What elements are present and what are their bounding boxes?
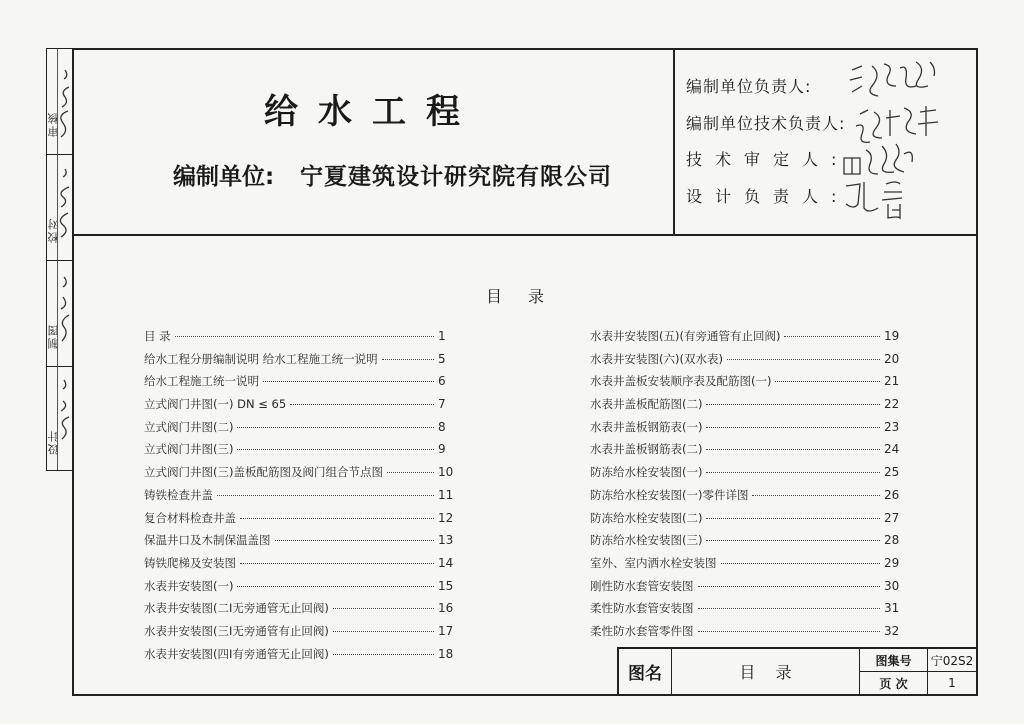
- toc-item: [590, 396, 900, 419]
- title-block: [617, 647, 978, 696]
- signature-mark: [850, 62, 935, 96]
- strip-label: 制图: [47, 323, 60, 349]
- toc-item: [144, 441, 454, 464]
- strip-cell-design: [47, 367, 72, 470]
- toc-item-label: 铸铁爬梯及安装图: [144, 555, 236, 570]
- toc-dot-leader: [706, 449, 880, 450]
- toc-item-label: 防冻给水栓安装图(一): [590, 465, 703, 480]
- signature-mark: [856, 106, 938, 142]
- toc-item: [144, 555, 454, 578]
- signature-mark: [58, 367, 72, 468]
- toc-dot-leader: [333, 608, 434, 609]
- org-label: 编制单位:: [173, 164, 275, 190]
- toc-dot-leader: [706, 518, 880, 519]
- strip-cell-check: [47, 155, 72, 261]
- toc-item-page: 9: [438, 442, 446, 457]
- toc-dot-leader: [333, 654, 434, 655]
- strip-label: 审核: [47, 111, 60, 137]
- toc-item-label: 刚性防水套管安装图: [590, 578, 694, 593]
- toc-dot-leader: [240, 518, 434, 519]
- page-title: 给水工程: [264, 92, 480, 132]
- toc-item: [590, 464, 900, 487]
- toc-item-page: 16: [438, 601, 454, 616]
- toc-dot-leader: [784, 336, 880, 337]
- toc-item-page: 25: [884, 465, 900, 480]
- toc-item-label: 水表井安装图(四I有旁通管无止回阀): [144, 646, 329, 661]
- toc-item-label: 水表井安装图(三I无旁通管有止回阀): [144, 623, 329, 638]
- toc-item-label: 目 录: [144, 329, 171, 343]
- toc-item: [144, 373, 454, 396]
- page-label: 页 次: [859, 671, 927, 694]
- toc-item-label: 水表井盖板安装顺序表及配筋图(一): [590, 374, 772, 389]
- toc-item-page: 5: [438, 351, 446, 366]
- toc-dot-leader: [706, 472, 880, 473]
- toc-dot-leader: [721, 563, 881, 564]
- toc-item: [590, 532, 900, 555]
- toc-item-page: 7: [438, 397, 446, 412]
- toc-dot-leader: [217, 495, 434, 496]
- toc-item: [590, 623, 900, 646]
- strip-label: 设计: [47, 429, 60, 455]
- toc-item-page: 23: [884, 419, 900, 434]
- atlas-no: 宁02S2: [927, 649, 976, 671]
- toc-item-page: 15: [438, 578, 454, 593]
- toc-item: [590, 328, 900, 351]
- toc-item: [144, 464, 454, 487]
- strip-signature-area: [57, 367, 72, 470]
- strip-signature-area: [57, 155, 72, 260]
- toc-item-label: 防冻给水栓安装图(二): [590, 510, 703, 525]
- toc-item-label: 铸铁检查井盖: [144, 487, 213, 502]
- toc-item: [590, 419, 900, 442]
- toc-item-page: 20: [884, 351, 900, 366]
- signature-group: [838, 52, 978, 232]
- toc-item-label: 柔性防水套管安装图: [590, 601, 694, 616]
- toc-item-page: 8: [438, 419, 446, 434]
- toc-item: [144, 328, 454, 351]
- toc-item-label: 水表井盖板钢筋表(一): [590, 419, 703, 434]
- header-divider: [72, 234, 978, 236]
- toc-item-page: 22: [884, 397, 900, 412]
- strip-signature-area: [57, 49, 72, 154]
- toc-dot-leader: [237, 449, 434, 450]
- resp-label: 技术审定人:: [686, 150, 850, 169]
- resp-label: 编制单位技术负责人:: [686, 114, 846, 133]
- toc-dot-leader: [706, 427, 880, 428]
- toc-item-page: 13: [438, 533, 454, 548]
- toc-item: [590, 578, 900, 601]
- toc-item-page: 27: [884, 510, 900, 525]
- toc-item-label: 柔性防水套管零件图: [590, 623, 694, 638]
- toc-item-page: 12: [438, 510, 454, 525]
- toc-item-label: 防冻给水栓安装图(一)零件详图: [590, 487, 749, 502]
- header-vertical-divider: [673, 48, 675, 235]
- toc-item-page: 32: [884, 623, 900, 638]
- toc-item: [590, 373, 900, 396]
- toc-item-label: 水表井盖板配筋图(二): [590, 397, 703, 412]
- toc-item-page: 29: [884, 555, 900, 570]
- signature-mark: [844, 144, 912, 174]
- strip-label: 校对: [47, 217, 60, 243]
- resp-label: 编制单位负责人:: [686, 77, 812, 96]
- resp-row: [686, 184, 849, 207]
- toc-item-label: 水表井安装图(一): [144, 578, 234, 593]
- resp-row: [686, 74, 811, 97]
- toc-dot-leader: [240, 563, 434, 564]
- toc-dot-leader: [237, 427, 434, 428]
- drawing-name-label: 图名: [628, 664, 662, 684]
- page-number: 1: [927, 671, 976, 694]
- toc-item-page: 30: [884, 578, 900, 593]
- toc-title: 目录: [486, 287, 571, 306]
- toc-item-label: 水表井安装图(六)(双水表): [590, 351, 723, 366]
- toc-item: [590, 351, 900, 374]
- toc-item: [144, 532, 454, 555]
- toc-item-label: 水表井安装图(五)(有旁通管有止回阀): [590, 329, 781, 343]
- toc-item-label: 室外、室内洒水栓安装图: [590, 555, 717, 570]
- toc-dot-leader: [382, 359, 434, 360]
- toc-item-label: 立式阀门井图(三): [144, 442, 234, 457]
- strip-signature-area: [57, 261, 72, 366]
- strip-cell-draft: [47, 261, 72, 367]
- toc-dot-leader: [727, 359, 880, 360]
- resp-row: [686, 111, 845, 134]
- toc-item-label: 保温井口及木制保温盖图: [144, 533, 271, 548]
- toc-item-page: 24: [884, 442, 900, 457]
- toc-item-label: 立式阀门井图(三)盖板配筋图及阀门组合节点图: [144, 465, 383, 480]
- toc-dot-leader: [698, 631, 881, 632]
- toc-item: [144, 419, 454, 442]
- toc-dot-leader: [706, 404, 880, 405]
- toc-dot-leader: [706, 540, 880, 541]
- toc-item-label: 水表井盖板钢筋表(二): [590, 442, 703, 457]
- toc-item-page: 31: [884, 601, 900, 616]
- toc-dot-leader: [775, 381, 880, 382]
- toc-item: [590, 441, 900, 464]
- toc-item: [144, 510, 454, 533]
- toc-item: [144, 646, 454, 669]
- toc-dot-leader: [263, 381, 434, 382]
- toc-item-label: 给水工程施工统一说明: [144, 374, 259, 389]
- toc-item-page: 28: [884, 533, 900, 548]
- signature-mark: [846, 182, 902, 218]
- toc-item-page: 1: [438, 329, 446, 343]
- toc-item-page: 6: [438, 374, 446, 389]
- toc-dot-leader: [752, 495, 880, 496]
- toc-item-page: 26: [884, 487, 900, 502]
- signature-mark: [58, 261, 72, 365]
- toc-item: [144, 600, 454, 623]
- toc-dot-leader: [290, 404, 434, 405]
- toc-item-page: 19: [884, 329, 900, 343]
- resp-label: 设计负责人:: [686, 187, 850, 206]
- toc-item: [590, 487, 900, 510]
- toc-left-column: [144, 328, 454, 668]
- drawing-name: 目 录: [671, 649, 859, 694]
- side-signature-strip: [46, 48, 73, 471]
- toc-item: [590, 510, 900, 533]
- toc-item: [144, 487, 454, 510]
- signature-mark: [58, 49, 72, 153]
- toc-dot-leader: [275, 540, 435, 541]
- atlas-no-label: 图集号: [859, 649, 927, 671]
- toc-item: [144, 351, 454, 374]
- signature-mark: [58, 155, 72, 259]
- toc-item-page: 10: [438, 465, 454, 480]
- toc-item-label: 水表井安装图(二I无旁通管无止回阀): [144, 601, 329, 616]
- toc-item: [590, 600, 900, 623]
- toc-item-page: 14: [438, 555, 454, 570]
- toc-item-page: 11: [438, 487, 454, 502]
- org-name: 宁夏建筑设计研究院有限公司: [300, 164, 612, 190]
- toc-item-label: 给水工程分册编制说明 给水工程施工统一说明: [144, 351, 378, 366]
- toc-item: [590, 555, 900, 578]
- toc-item-page: 17: [438, 623, 454, 638]
- toc-item: [144, 396, 454, 419]
- toc-item-page: 18: [438, 646, 454, 661]
- resp-row: [686, 147, 849, 170]
- toc-dot-leader: [698, 586, 881, 587]
- toc-dot-leader: [175, 336, 434, 337]
- toc-dot-leader: [698, 608, 881, 609]
- strip-cell-review: [47, 49, 72, 155]
- toc-item-page: 21: [884, 374, 900, 389]
- toc-dot-leader: [333, 631, 434, 632]
- toc-dot-leader: [387, 472, 434, 473]
- toc-item-label: 立式阀门井图(一) DN ≤ 65: [144, 397, 287, 412]
- toc-right-column: [590, 328, 900, 646]
- toc-item: [144, 578, 454, 601]
- toc-item: [144, 623, 454, 646]
- toc-item-label: 复合材料检查井盖: [144, 510, 236, 525]
- toc-dot-leader: [237, 586, 434, 587]
- toc-item-label: 立式阀门井图(二): [144, 419, 234, 434]
- toc-item-label: 防冻给水栓安装图(三): [590, 533, 703, 548]
